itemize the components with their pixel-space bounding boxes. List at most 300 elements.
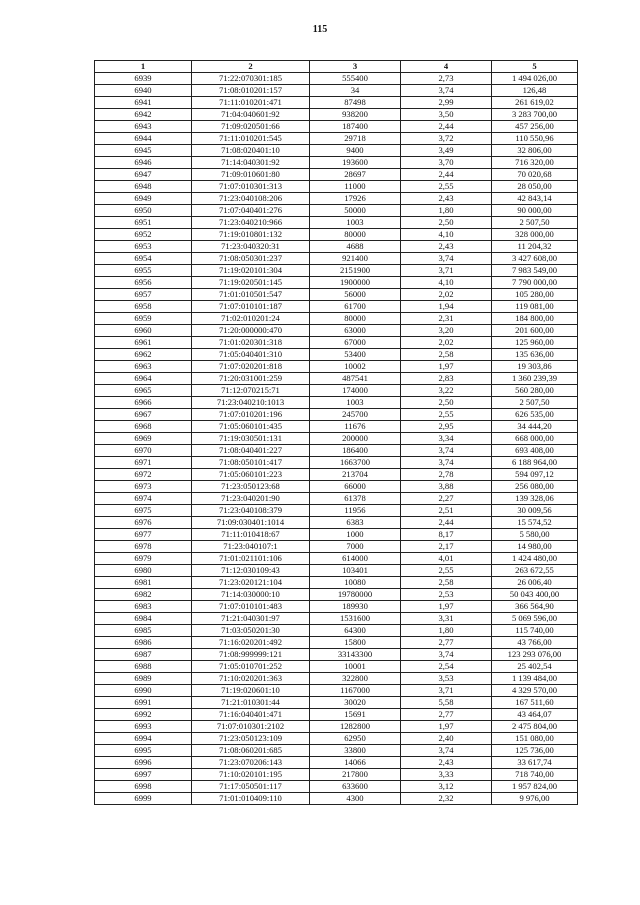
area-cell: 213704: [310, 469, 401, 481]
row-number-cell: 6945: [95, 145, 192, 157]
value-cell: 7 983 549,00: [492, 265, 578, 277]
row-number-cell: 6948: [95, 181, 192, 193]
table-row: [95, 241, 578, 253]
table-row: [95, 109, 578, 121]
table-row: [95, 529, 578, 541]
row-number-cell: 6969: [95, 433, 192, 445]
table-row: [95, 373, 578, 385]
rate-cell: 2,78: [401, 469, 492, 481]
area-cell: 2151900: [310, 265, 401, 277]
rate-cell: 3,22: [401, 385, 492, 397]
cadastral-number-cell: 71:22:070301:185: [192, 73, 310, 85]
rate-cell: 1,80: [401, 625, 492, 637]
value-cell: 70 020,68: [492, 169, 578, 181]
cadastral-number-cell: 71:09:020501:66: [192, 121, 310, 133]
value-cell: 256 080,00: [492, 481, 578, 493]
cadastral-number-cell: 71:23:040201:90: [192, 493, 310, 505]
cadastral-number-cell: 71:21:010301:44: [192, 697, 310, 709]
cadastral-number-cell: 71:23:050123:68: [192, 481, 310, 493]
table-row: [95, 469, 578, 481]
row-number-cell: 6976: [95, 517, 192, 529]
row-number-cell: 6979: [95, 553, 192, 565]
table-row: [95, 517, 578, 529]
area-cell: 4300: [310, 793, 401, 805]
row-number-cell: 6981: [95, 577, 192, 589]
rate-cell: 3,31: [401, 613, 492, 625]
value-cell: 90 000,00: [492, 205, 578, 217]
table-row: [95, 505, 578, 517]
row-number-cell: 6986: [95, 637, 192, 649]
row-number-cell: 6943: [95, 121, 192, 133]
area-cell: 1167000: [310, 685, 401, 697]
row-number-cell: 6942: [95, 109, 192, 121]
area-cell: 28697: [310, 169, 401, 181]
row-number-cell: 6973: [95, 481, 192, 493]
row-number-cell: 6941: [95, 97, 192, 109]
rate-cell: 3,70: [401, 157, 492, 169]
row-number-cell: 6950: [95, 205, 192, 217]
rate-cell: 3,71: [401, 685, 492, 697]
cadastral-number-cell: 71:08:040401:227: [192, 445, 310, 457]
table-row: [95, 205, 578, 217]
row-number-cell: 6983: [95, 601, 192, 613]
cadastral-number-cell: 71:07:010201:196: [192, 409, 310, 421]
row-number-cell: 6977: [95, 529, 192, 541]
data-table: [94, 60, 578, 805]
rate-cell: 2,17: [401, 541, 492, 553]
row-number-cell: 6944: [95, 133, 192, 145]
rate-cell: 2,73: [401, 73, 492, 85]
table-row: [95, 265, 578, 277]
rate-cell: 2,50: [401, 217, 492, 229]
rate-cell: 2,53: [401, 589, 492, 601]
table-row: [95, 613, 578, 625]
rate-cell: 2,31: [401, 313, 492, 325]
rate-cell: 2,27: [401, 493, 492, 505]
area-cell: 200000: [310, 433, 401, 445]
rate-cell: 3,53: [401, 673, 492, 685]
area-cell: 1003: [310, 397, 401, 409]
table-row: [95, 313, 578, 325]
row-number-cell: 6947: [95, 169, 192, 181]
rate-cell: 2,99: [401, 97, 492, 109]
rate-cell: 2,43: [401, 241, 492, 253]
cadastral-number-cell: 71:19:030501:131: [192, 433, 310, 445]
table-row: [95, 217, 578, 229]
table-row: [95, 337, 578, 349]
row-number-cell: 6951: [95, 217, 192, 229]
cadastral-number-cell: 71:14:040301:92: [192, 157, 310, 169]
table-row: [95, 709, 578, 721]
cadastral-number-cell: 71:17:050501:117: [192, 781, 310, 793]
area-cell: 938200: [310, 109, 401, 121]
cadastral-number-cell: 71:23:020121:104: [192, 577, 310, 589]
rate-cell: 3,74: [401, 253, 492, 265]
cadastral-number-cell: 71:23:040108:206: [192, 193, 310, 205]
rate-cell: 2,83: [401, 373, 492, 385]
table-row: [95, 397, 578, 409]
area-cell: 6383: [310, 517, 401, 529]
cadastral-number-cell: 71:07:010101:187: [192, 301, 310, 313]
column-header-5: 5: [492, 61, 578, 73]
value-cell: 34 444,20: [492, 421, 578, 433]
rate-cell: 2,55: [401, 409, 492, 421]
rate-cell: 2,44: [401, 121, 492, 133]
table-row: [95, 421, 578, 433]
area-cell: 9400: [310, 145, 401, 157]
cadastral-number-cell: 71:20:031001:259: [192, 373, 310, 385]
area-cell: 189930: [310, 601, 401, 613]
value-cell: 126,48: [492, 85, 578, 97]
area-cell: 80000: [310, 313, 401, 325]
value-cell: 594 097,12: [492, 469, 578, 481]
table-row: [95, 169, 578, 181]
value-cell: 668 000,00: [492, 433, 578, 445]
rate-cell: 2,44: [401, 169, 492, 181]
row-number-cell: 6992: [95, 709, 192, 721]
rate-cell: 1,97: [401, 361, 492, 373]
area-cell: 921400: [310, 253, 401, 265]
rate-cell: 4,01: [401, 553, 492, 565]
row-number-cell: 6963: [95, 361, 192, 373]
row-number-cell: 6989: [95, 673, 192, 685]
area-cell: 11676: [310, 421, 401, 433]
value-cell: 42 843,14: [492, 193, 578, 205]
value-cell: 716 320,00: [492, 157, 578, 169]
row-number-cell: 6990: [95, 685, 192, 697]
area-cell: 33800: [310, 745, 401, 757]
rate-cell: 2,51: [401, 505, 492, 517]
rate-cell: 2,02: [401, 289, 492, 301]
value-cell: 5 069 596,00: [492, 613, 578, 625]
rate-cell: 3,34: [401, 433, 492, 445]
area-cell: 322800: [310, 673, 401, 685]
cadastral-number-cell: 71:12:030109:43: [192, 565, 310, 577]
table-row: [95, 433, 578, 445]
value-cell: 33 617,74: [492, 757, 578, 769]
row-number-cell: 6940: [95, 85, 192, 97]
table-row: [95, 481, 578, 493]
cadastral-number-cell: 71:19:020501:145: [192, 277, 310, 289]
table-row: [95, 73, 578, 85]
area-cell: 103401: [310, 565, 401, 577]
area-cell: 1000: [310, 529, 401, 541]
cadastral-number-cell: 71:05:060101:223: [192, 469, 310, 481]
rate-cell: 2,02: [401, 337, 492, 349]
area-cell: 487541: [310, 373, 401, 385]
rate-cell: 2,58: [401, 349, 492, 361]
table-row: [95, 757, 578, 769]
area-cell: 11000: [310, 181, 401, 193]
column-header-3: 3: [310, 61, 401, 73]
table-header-row: [95, 61, 578, 73]
table-row: [95, 97, 578, 109]
row-number-cell: 6978: [95, 541, 192, 553]
cadastral-number-cell: 71:08:050301:237: [192, 253, 310, 265]
rate-cell: 2,43: [401, 757, 492, 769]
value-cell: 28 050,00: [492, 181, 578, 193]
area-cell: 10080: [310, 577, 401, 589]
value-cell: 2 507,50: [492, 397, 578, 409]
value-cell: 693 408,00: [492, 445, 578, 457]
table-row: [95, 661, 578, 673]
cadastral-number-cell: 71:09:010601:80: [192, 169, 310, 181]
value-cell: 7 790 000,00: [492, 277, 578, 289]
value-cell: 4 329 570,00: [492, 685, 578, 697]
value-cell: 2 475 804,00: [492, 721, 578, 733]
row-number-cell: 6991: [95, 697, 192, 709]
table-row: [95, 145, 578, 157]
value-cell: 6 188 964,00: [492, 457, 578, 469]
row-number-cell: 6997: [95, 769, 192, 781]
value-cell: 11 204,32: [492, 241, 578, 253]
area-cell: 633600: [310, 781, 401, 793]
table-row: [95, 733, 578, 745]
table-row: [95, 625, 578, 637]
area-cell: 67000: [310, 337, 401, 349]
area-cell: 193600: [310, 157, 401, 169]
cadastral-number-cell: 71:05:010701:252: [192, 661, 310, 673]
area-cell: 30020: [310, 697, 401, 709]
column-header-2: 2: [192, 61, 310, 73]
row-number-cell: 6987: [95, 649, 192, 661]
value-cell: 26 006,40: [492, 577, 578, 589]
cadastral-number-cell: 71:23:050123:109: [192, 733, 310, 745]
value-cell: 1 424 480,00: [492, 553, 578, 565]
cadastral-number-cell: 71:23:070206:143: [192, 757, 310, 769]
cadastral-number-cell: 71:08:020401:10: [192, 145, 310, 157]
cadastral-number-cell: 71:16:040401:471: [192, 709, 310, 721]
column-header-1: 1: [95, 61, 192, 73]
row-number-cell: 6939: [95, 73, 192, 85]
cadastral-number-cell: 71:08:999999:121: [192, 649, 310, 661]
value-cell: 1 139 484,00: [492, 673, 578, 685]
rate-cell: 3,88: [401, 481, 492, 493]
cadastral-number-cell: 71:10:020101:195: [192, 769, 310, 781]
value-cell: 457 256,00: [492, 121, 578, 133]
area-cell: 1663700: [310, 457, 401, 469]
table-row: [95, 493, 578, 505]
table-row: [95, 181, 578, 193]
cadastral-number-cell: 71:05:040401:310: [192, 349, 310, 361]
cadastral-number-cell: 71:11:010201:471: [192, 97, 310, 109]
row-number-cell: 6960: [95, 325, 192, 337]
table-row: [95, 721, 578, 733]
table-row: [95, 253, 578, 265]
area-cell: 56000: [310, 289, 401, 301]
value-cell: 3 427 608,00: [492, 253, 578, 265]
table-row: [95, 349, 578, 361]
table-row: [95, 601, 578, 613]
rate-cell: 2,32: [401, 793, 492, 805]
rate-cell: 2,54: [401, 661, 492, 673]
area-cell: 15691: [310, 709, 401, 721]
row-number-cell: 6962: [95, 349, 192, 361]
cadastral-number-cell: 71:14:030000:10: [192, 589, 310, 601]
row-number-cell: 6961: [95, 337, 192, 349]
value-cell: 1 957 824,00: [492, 781, 578, 793]
table-header: [95, 61, 578, 73]
table-row: [95, 697, 578, 709]
rate-cell: 5,58: [401, 697, 492, 709]
cadastral-number-cell: 71:07:010301:313: [192, 181, 310, 193]
area-cell: 555400: [310, 73, 401, 85]
row-number-cell: 6954: [95, 253, 192, 265]
area-cell: 614000: [310, 553, 401, 565]
row-number-cell: 6953: [95, 241, 192, 253]
rate-cell: 2,55: [401, 565, 492, 577]
table-row: [95, 301, 578, 313]
area-cell: 61700: [310, 301, 401, 313]
row-number-cell: 6980: [95, 565, 192, 577]
cadastral-number-cell: 71:08:050101:417: [192, 457, 310, 469]
cadastral-number-cell: 71:16:020201:492: [192, 637, 310, 649]
rate-cell: 2,50: [401, 397, 492, 409]
rate-cell: 3,12: [401, 781, 492, 793]
rate-cell: 3,71: [401, 265, 492, 277]
row-number-cell: 6971: [95, 457, 192, 469]
value-cell: 626 535,00: [492, 409, 578, 421]
area-cell: 80000: [310, 229, 401, 241]
value-cell: 119 081,00: [492, 301, 578, 313]
row-number-cell: 6970: [95, 445, 192, 457]
table-row: [95, 325, 578, 337]
area-cell: 10001: [310, 661, 401, 673]
area-cell: 17926: [310, 193, 401, 205]
row-number-cell: 6985: [95, 625, 192, 637]
rate-cell: 2,43: [401, 193, 492, 205]
rate-cell: 3,33: [401, 769, 492, 781]
cadastral-number-cell: 71:09:030401:1014: [192, 517, 310, 529]
cadastral-number-cell: 71:19:020101:304: [192, 265, 310, 277]
value-cell: 167 511,60: [492, 697, 578, 709]
table-row: [95, 133, 578, 145]
rate-cell: 4,10: [401, 229, 492, 241]
table-row: [95, 745, 578, 757]
cadastral-number-cell: 71:08:010201:157: [192, 85, 310, 97]
area-cell: 1282800: [310, 721, 401, 733]
value-cell: 5 580,00: [492, 529, 578, 541]
area-cell: 1900000: [310, 277, 401, 289]
area-cell: 14066: [310, 757, 401, 769]
row-number-cell: 6966: [95, 397, 192, 409]
area-cell: 63000: [310, 325, 401, 337]
area-cell: 62950: [310, 733, 401, 745]
value-cell: 328 000,00: [492, 229, 578, 241]
area-cell: 64300: [310, 625, 401, 637]
cadastral-number-cell: 71:08:060201:685: [192, 745, 310, 757]
value-cell: 105 280,00: [492, 289, 578, 301]
cadastral-number-cell: 71:11:010418:67: [192, 529, 310, 541]
cadastral-number-cell: 71:07:020201:818: [192, 361, 310, 373]
rate-cell: 1,94: [401, 301, 492, 313]
table-row: [95, 577, 578, 589]
rate-cell: 3,49: [401, 145, 492, 157]
table-row: [95, 541, 578, 553]
rate-cell: 3,74: [401, 445, 492, 457]
table-body: [95, 73, 578, 805]
table-row: [95, 229, 578, 241]
row-number-cell: 6959: [95, 313, 192, 325]
rate-cell: 1,80: [401, 205, 492, 217]
row-number-cell: 6972: [95, 469, 192, 481]
cadastral-number-cell: 71:01:010501:547: [192, 289, 310, 301]
table-row: [95, 121, 578, 133]
row-number-cell: 6949: [95, 193, 192, 205]
rate-cell: 8,17: [401, 529, 492, 541]
area-cell: 217800: [310, 769, 401, 781]
value-cell: 366 564,90: [492, 601, 578, 613]
area-cell: 33143300: [310, 649, 401, 661]
cadastral-number-cell: 71:03:050201:30: [192, 625, 310, 637]
table-row: [95, 781, 578, 793]
row-number-cell: 6955: [95, 265, 192, 277]
row-number-cell: 6993: [95, 721, 192, 733]
value-cell: 125 960,00: [492, 337, 578, 349]
table-row: [95, 649, 578, 661]
area-cell: 87498: [310, 97, 401, 109]
table-row: [95, 589, 578, 601]
rate-cell: 2,77: [401, 637, 492, 649]
value-cell: 261 619,02: [492, 97, 578, 109]
value-cell: 14 980,00: [492, 541, 578, 553]
row-number-cell: 6952: [95, 229, 192, 241]
value-cell: 2 507,50: [492, 217, 578, 229]
area-cell: 53400: [310, 349, 401, 361]
row-number-cell: 6974: [95, 493, 192, 505]
cadastral-number-cell: 71:01:021101:106: [192, 553, 310, 565]
area-cell: 66000: [310, 481, 401, 493]
value-cell: 151 080,00: [492, 733, 578, 745]
cadastral-number-cell: 71:11:010201:545: [192, 133, 310, 145]
table-row: [95, 553, 578, 565]
page-number: 115: [312, 24, 328, 35]
cadastral-number-cell: 71:07:010101:483: [192, 601, 310, 613]
table-row: [95, 637, 578, 649]
value-cell: 9 976,00: [492, 793, 578, 805]
area-cell: 11956: [310, 505, 401, 517]
rate-cell: 3,20: [401, 325, 492, 337]
value-cell: 125 736,00: [492, 745, 578, 757]
cadastral-number-cell: 71:10:020201:363: [192, 673, 310, 685]
area-cell: 29718: [310, 133, 401, 145]
rate-cell: 3,74: [401, 457, 492, 469]
value-cell: 135 636,00: [492, 349, 578, 361]
row-number-cell: 6957: [95, 289, 192, 301]
value-cell: 184 800,00: [492, 313, 578, 325]
rate-cell: 3,74: [401, 649, 492, 661]
row-number-cell: 6975: [95, 505, 192, 517]
table-row: [95, 385, 578, 397]
table-row: [95, 157, 578, 169]
table-row: [95, 193, 578, 205]
area-cell: 186400: [310, 445, 401, 457]
value-cell: 30 009,56: [492, 505, 578, 517]
row-number-cell: 6994: [95, 733, 192, 745]
table-row: [95, 457, 578, 469]
value-cell: 1 494 026,00: [492, 73, 578, 85]
table-row: [95, 685, 578, 697]
cadastral-number-cell: 71:23:040108:379: [192, 505, 310, 517]
value-cell: 123 293 076,00: [492, 649, 578, 661]
value-cell: 19 303,86: [492, 361, 578, 373]
value-cell: 50 043 400,00: [492, 589, 578, 601]
row-number-cell: 6958: [95, 301, 192, 313]
rate-cell: 3,74: [401, 85, 492, 97]
column-header-4: 4: [401, 61, 492, 73]
cadastral-number-cell: 71:19:010801:132: [192, 229, 310, 241]
rate-cell: 1,97: [401, 721, 492, 733]
